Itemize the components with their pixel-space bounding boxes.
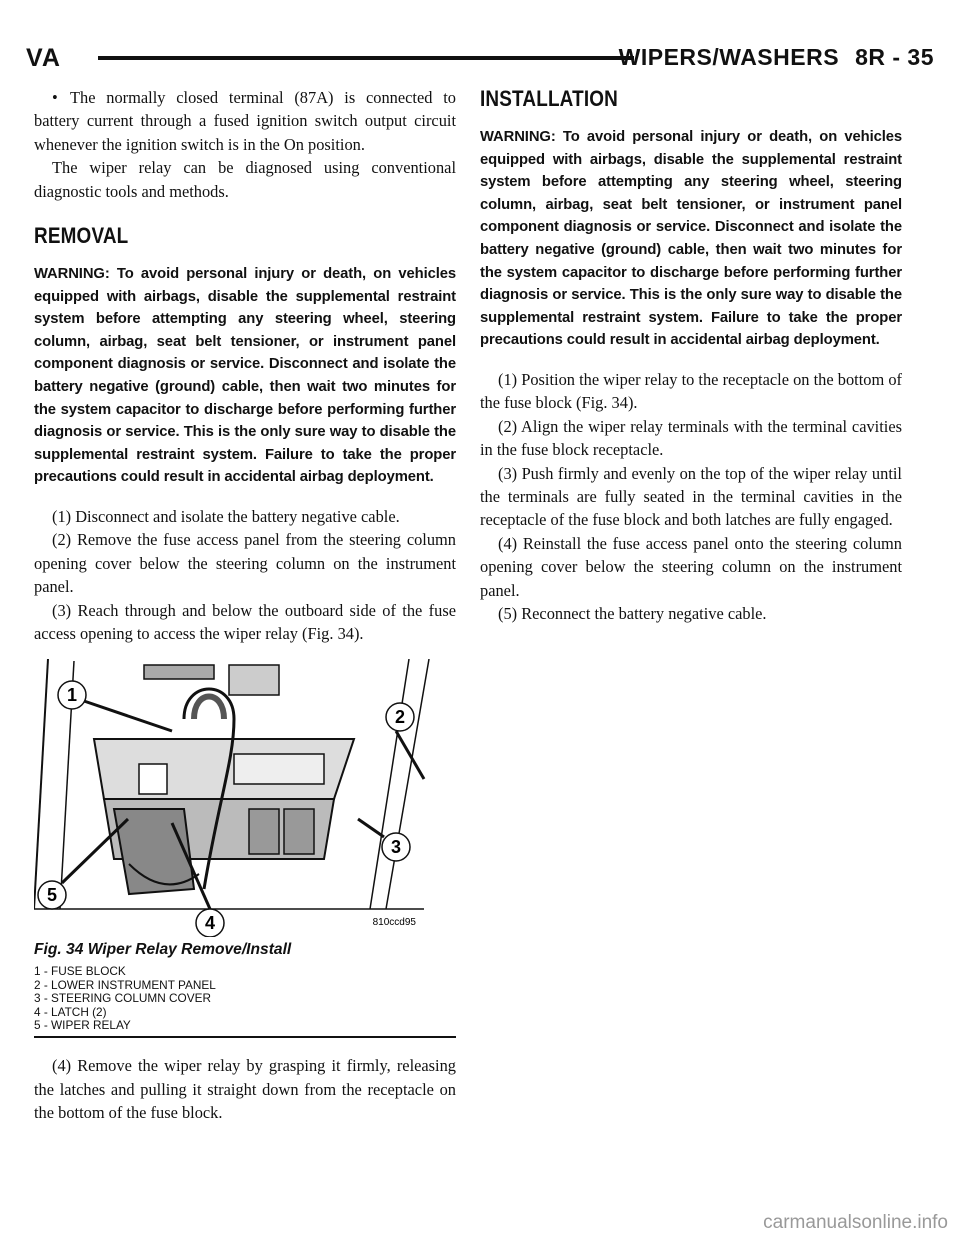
header-page-number: 8R - 35 xyxy=(855,44,934,70)
intro-paragraph: The wiper relay can be diagnosed using conventional diagnostic tools and methods. xyxy=(34,158,456,201)
wiper-relay-illustration xyxy=(34,659,456,937)
figure-legend xyxy=(34,965,456,1032)
callout-4: 4 xyxy=(204,913,216,934)
page-header xyxy=(26,38,934,78)
figure-34 xyxy=(34,659,456,1038)
header-section-page xyxy=(619,44,934,71)
figure-caption: Fig. 34 Wiper Relay Remove/Install xyxy=(34,941,292,959)
removal-heading: REMOVAL xyxy=(34,223,129,249)
legend-item: 5 - WIPER RELAY xyxy=(34,1018,131,1033)
watermark: carmanualsonline.info xyxy=(763,1212,948,1233)
installation-heading: INSTALLATION xyxy=(480,86,618,111)
removal-warning: WARNING: To avoid personal injury or death, on vehicles equipped with airbags, disable the supplemental restraint system before attempting any steering wheel, steering column, airbag, seat belt tensioner, or instrument panel component diagnosis or service. Disconnect and isolate the battery negative (ground) cable, then wait two minutes for the system capacitor to discharge before performing further diagnosis or service. This is the only sure way to disable the supplemental restraint system. Failure to take the proper precautions could result in accidental airbag deployment. xyxy=(34,266,456,486)
callout-1: 1 xyxy=(66,685,78,706)
figure-divider xyxy=(34,1036,456,1038)
callout-2: 2 xyxy=(394,707,406,728)
installation-step-5: (5) Reconnect the battery negative cable. xyxy=(498,604,767,623)
legend-item: 3 - STEERING COLUMN COVER xyxy=(34,991,211,1006)
installation-step-3: (3) Push firmly and evenly on the top of the wiper relay until the terminals are fully seated in the terminal cavities in the receptacle of the fuse block and both latches are fully engaged. xyxy=(480,463,902,530)
installation-step-2: (2) Align the wiper relay terminals with the terminal cavities in the fuse block receptacle. xyxy=(480,416,902,460)
legend-item: 2 - LOWER INSTRUMENT PANEL xyxy=(34,977,216,992)
installation-warning: WARNING: To avoid personal injury or death, on vehicles equipped with airbags, disable the supplemental restraint system before attempting any steering wheel, steering column, airbag, seat belt tensioner, or instrument panel component diagnosis or service. Disconnect and isolate the battery negative (ground) cable, then wait two minutes for the system capacitor to discharge before performing further diagnosis or service. This is the only sure way to disable the supplemental restraint system. Failure to take the proper precautions could result in accidental airbag deployment. xyxy=(480,129,902,349)
figure-code: 810ccd95 xyxy=(372,917,416,929)
legend-item: 4 - LATCH (2) xyxy=(34,1004,107,1019)
header-section-title: WIPERS/WASHERS xyxy=(618,44,840,70)
header-vehicle-code: VA xyxy=(26,44,61,72)
removal-step-3: (3) Reach through and below the outboard side of the fuse access opening to access the wiper relay (Fig. 34). xyxy=(34,600,456,643)
bullet-icon: • xyxy=(52,88,58,107)
removal-step-4: (4) Remove the wiper relay by grasping it firmly, releasing the latches and pulling it straight down from the receptacle on the bottom of the fuse block. xyxy=(34,1056,456,1123)
right-column xyxy=(480,86,902,625)
callout-3: 3 xyxy=(390,837,402,858)
removal-step-1: (1) Disconnect and isolate the battery negative cable. xyxy=(52,506,400,526)
intro-bullet-paragraph: • The normally closed terminal (87A) is connected to battery current through a fused ignition switch output circuit whenever the ignition switch is in the On position. xyxy=(34,88,456,154)
left-column xyxy=(34,86,456,1125)
header-rule xyxy=(98,56,634,60)
callout-5: 5 xyxy=(46,885,58,906)
installation-step-4: (4) Reinstall the fuse access panel onto the steering column opening cover below the steering column on the instrument panel. xyxy=(480,533,902,600)
installation-step-1: (1) Position the wiper relay to the receptacle on the bottom of the fuse block (Fig. 34). xyxy=(480,369,902,413)
legend-item: 1 - FUSE BLOCK xyxy=(34,964,126,979)
removal-step-2: (2) Remove the fuse access panel from the steering column opening cover below the steering column on the instrument panel. xyxy=(34,530,456,597)
